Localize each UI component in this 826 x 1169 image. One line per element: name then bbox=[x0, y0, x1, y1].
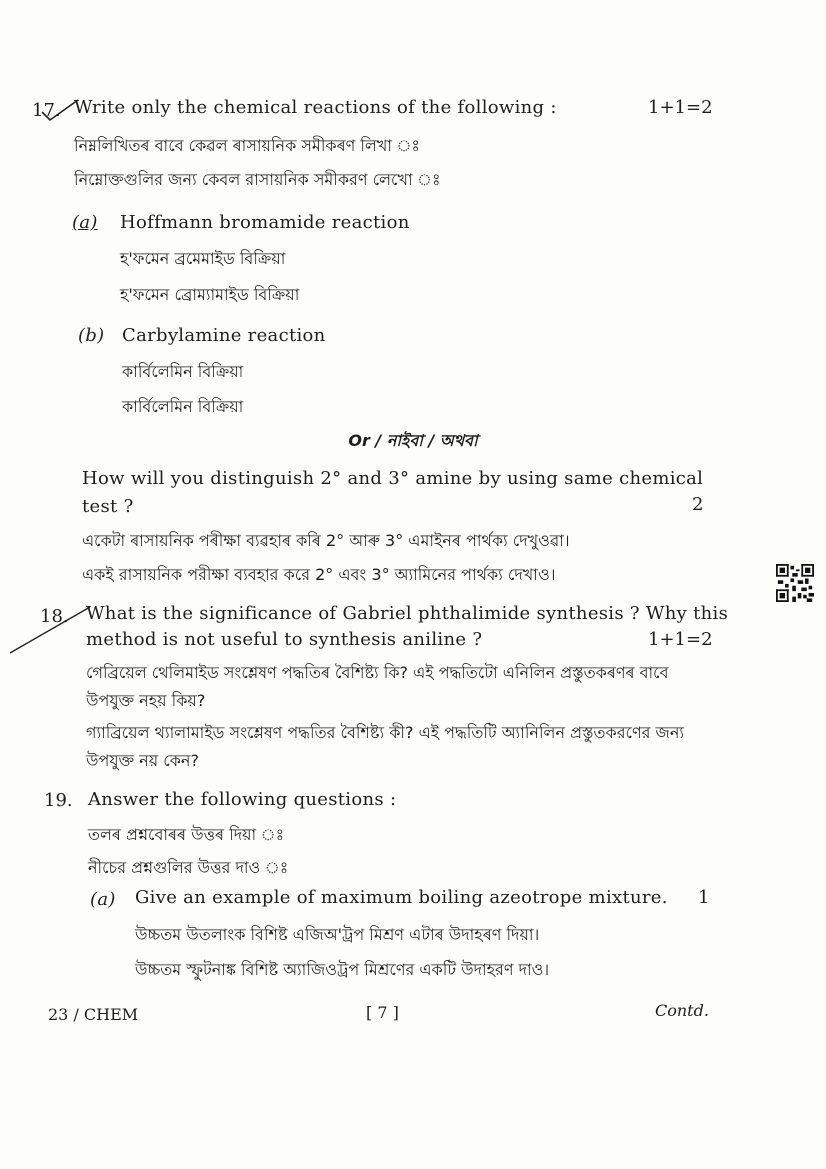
q18-bn2: উপযুক্ত নয় কেন? bbox=[86, 751, 199, 770]
q19-text-bn: নীচের প্রশ্নগুলির উত্তর দাও ঃ bbox=[88, 858, 289, 877]
q17-b-label: (b) bbox=[78, 325, 105, 346]
q19-a-as: উচ্চতম উতলাংক বিশিষ্ট এজিঅ'ট্ৰপ মিশ্ৰণ এটাৰ উদাহৰণ দিয়া। bbox=[135, 925, 540, 944]
q19-a-bn: উচ্চতম স্ফুটনাঙ্ক বিশিষ্ট অ্যাজিওট্রপ মিশ্রণের একটি উদাহরণ দাও। bbox=[135, 960, 550, 979]
q17-b-as: কাৰ্বিলেমিন বিক্ৰিয়া bbox=[122, 362, 244, 381]
q18-bn1: গ্যাব্রিয়েল থ্যালামাইড সংশ্লেষণ পদ্ধতির বৈশিষ্ট্য কী? এই পদ্ধতিটি অ্যানিলিন প্রস্তুতকরণের জন্য bbox=[86, 723, 685, 742]
q17-text-bn: নিম্নোক্তগুলির জন্য কেবল রাসায়নিক সমীকরণ লেখো ঃ bbox=[74, 170, 441, 189]
footer-code: 23 / CHEM bbox=[48, 1005, 139, 1024]
q17-b-bn: কার্বিলেমিন বিক্রিয়া bbox=[122, 397, 244, 416]
q17-alt-bn: একই রাসায়নিক পরীক্ষা ব্যবহার করে 2° এবং 3° অ্যামিনের পার্থক্য দেখাও। bbox=[82, 565, 556, 584]
contd-label: Contd. bbox=[655, 1001, 709, 1020]
q17-text-as: নিম্নলিখিতৰ বাবে কেৱল ৰাসায়নিক সমীকৰণ লিখা ঃ bbox=[74, 136, 420, 155]
q17-a-en: Hoffmann bromamide reaction bbox=[120, 212, 410, 233]
q18-marks: 1+1=2 bbox=[648, 629, 713, 650]
q17-a-as: হ'ফমেন ব্ৰমেমাইড বিক্ৰিয়া bbox=[120, 249, 286, 268]
q17-b-en: Carbylamine reaction bbox=[122, 325, 326, 346]
q18-line2: method is not useful to synthesis aniline ? bbox=[86, 629, 483, 650]
q19-a-label: (a) bbox=[90, 889, 116, 910]
q17-number: 17. bbox=[32, 100, 61, 121]
q17-alt-line2: test ? bbox=[82, 496, 134, 517]
q19-a-en: Give an example of maximum boiling azeotrope mixture. bbox=[135, 887, 668, 908]
q18-line1: What is the significance of Gabriel phthalimide synthesis ? Why this bbox=[86, 603, 729, 624]
q17-a-bn: হ'ফমেন ব্রোম্যামাইড বিক্রিয়া bbox=[120, 285, 300, 304]
q17-a-label: (a) bbox=[72, 212, 98, 233]
q17-marks: 1+1=2 bbox=[648, 97, 713, 118]
q17-text-en: Write only the chemical reactions of the following : bbox=[74, 97, 557, 118]
q19-number: 19. bbox=[44, 790, 73, 811]
qr-code-icon bbox=[776, 564, 814, 602]
q18-number: 18. bbox=[40, 606, 69, 627]
q17-alt-marks: 2 bbox=[692, 494, 704, 515]
q17-alt-as: একেটা ৰাসায়নিক পৰীক্ষা ব্যৱহাৰ কৰি 2° আৰু 3° এমাইনৰ পাৰ্থক্য দেখুওৱা। bbox=[82, 531, 570, 550]
q19-text-en: Answer the following questions : bbox=[88, 789, 397, 810]
or-separator: Or / নাইবা / অথবা bbox=[348, 431, 478, 450]
q18-as1: গেব্ৰিয়েল থেলিমাইড সংশ্লেষণ পদ্ধতিৰ বৈশিষ্ট্য কি? এই পদ্ধতিটো এনিলিন প্ৰস্তুতকৰণৰ বাবে bbox=[86, 663, 669, 682]
check-mark-icon bbox=[8, 605, 92, 655]
q18-as2: উপযুক্ত নহয় কিয়? bbox=[86, 691, 206, 710]
q19-a-marks: 1 bbox=[698, 887, 710, 908]
page-number: [ 7 ] bbox=[366, 1003, 399, 1022]
q17-alt-line1: How will you distinguish 2° and 3° amine by using same chemical bbox=[82, 468, 704, 489]
q19-text-as: তলৰ প্ৰশ্নবোৰৰ উত্তৰ দিয়া ঃ bbox=[88, 825, 285, 844]
